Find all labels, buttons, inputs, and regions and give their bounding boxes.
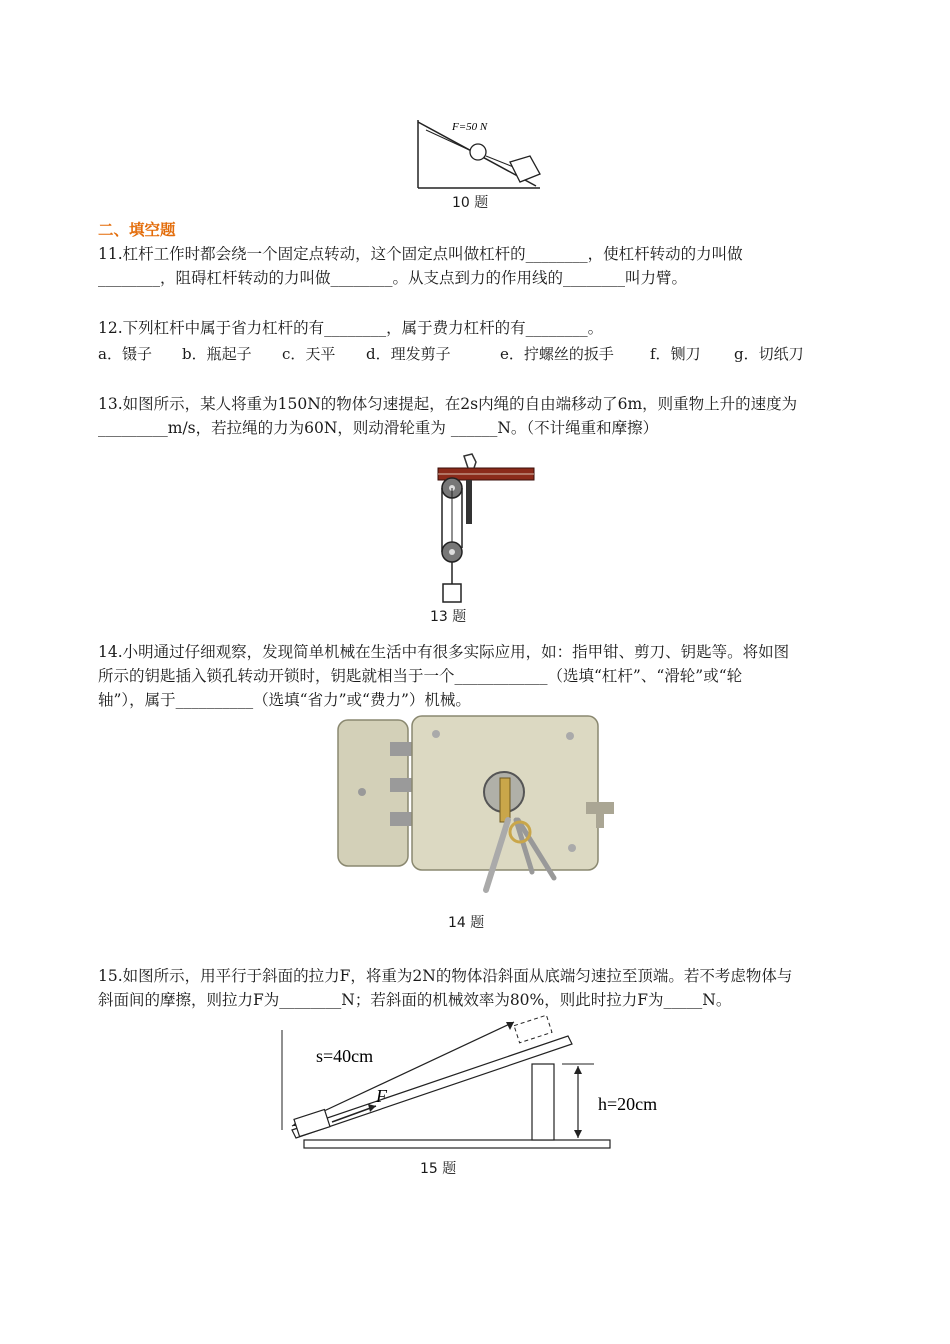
q12-option-g: g．切纸刀 [734, 345, 804, 363]
section-title: 二、填空题 [98, 221, 176, 239]
fig10-caption: 10 题 [452, 195, 489, 211]
q12-option-c: c．天平 [282, 345, 336, 363]
fig15-caption: 15 题 [420, 1161, 457, 1177]
figure-10-incline [412, 116, 542, 192]
q14-line-3: 轴”），属于__________（选填“省力”或“费力”）机械。 [98, 691, 471, 709]
fig10-force-label: F=50 N [452, 121, 488, 133]
q14-line-1: 14.小明通过仔细观察，发现简单机械在生活中有很多实际应用，如：指甲钳、剪刀、钥匙等。将如图 [98, 643, 790, 661]
fig15-h-label: h=20cm [598, 1094, 658, 1114]
q12-option-e: e．拧螺丝的扳手 [500, 345, 614, 363]
q11-line-2: ________，阻碍杠杆转动的力叫做________。从支点到力的作用线的________叫力臂。 [98, 269, 688, 287]
figure-15-incline [270, 1010, 680, 1156]
fig15-f-label: F [376, 1086, 387, 1106]
q13-line-1: 13.如图所示，某人将重为150N的物体匀速提起，在2s内绳的自由端移动了6m，则重物上升的速度为 [98, 395, 798, 413]
q12-option-d: d．理发剪子 [366, 345, 451, 363]
q14-line-2: 所示的钥匙插入锁孔转动开锁时，钥匙就相当于一个____________（选填“杠杆”、“滑轮”或“轮 [98, 667, 743, 685]
q12-option-f: f．铡刀 [650, 345, 701, 363]
figure-14-lock [332, 712, 624, 908]
fig14-caption: 14 题 [448, 915, 485, 931]
q15-line-2: 斜面间的摩擦，则拉力F为________N；若斜面的机械效率为80%，则此时拉力F为_____N。 [98, 991, 732, 1009]
q12-line-1: 12.下列杠杆中属于省力杠杆的有________，属于费力杠杆的有________。 [98, 319, 604, 337]
q13-line-2: _________m/s，若拉绳的力为60N，则动滑轮重为 ______N。（不计绳重和摩擦） [98, 419, 659, 437]
q12-option-a: a．镊子 [98, 345, 152, 363]
q15-line-1: 15.如图所示，用平行于斜面的拉力F，将重为2N的物体沿斜面从底端匀速拉至顶端。若不考虑物体与 [98, 967, 793, 985]
figure-13-pulley [430, 452, 540, 604]
fig15-s-label: s=40cm [316, 1046, 374, 1066]
q11-line-1: 11.杠杆工作时都会绕一个固定点转动，这个固定点叫做杠杆的________，使杠杆转动的力叫做 [98, 245, 743, 263]
fig13-caption: 13 题 [430, 609, 467, 625]
q12-option-b: b．瓶起子 [182, 345, 252, 363]
